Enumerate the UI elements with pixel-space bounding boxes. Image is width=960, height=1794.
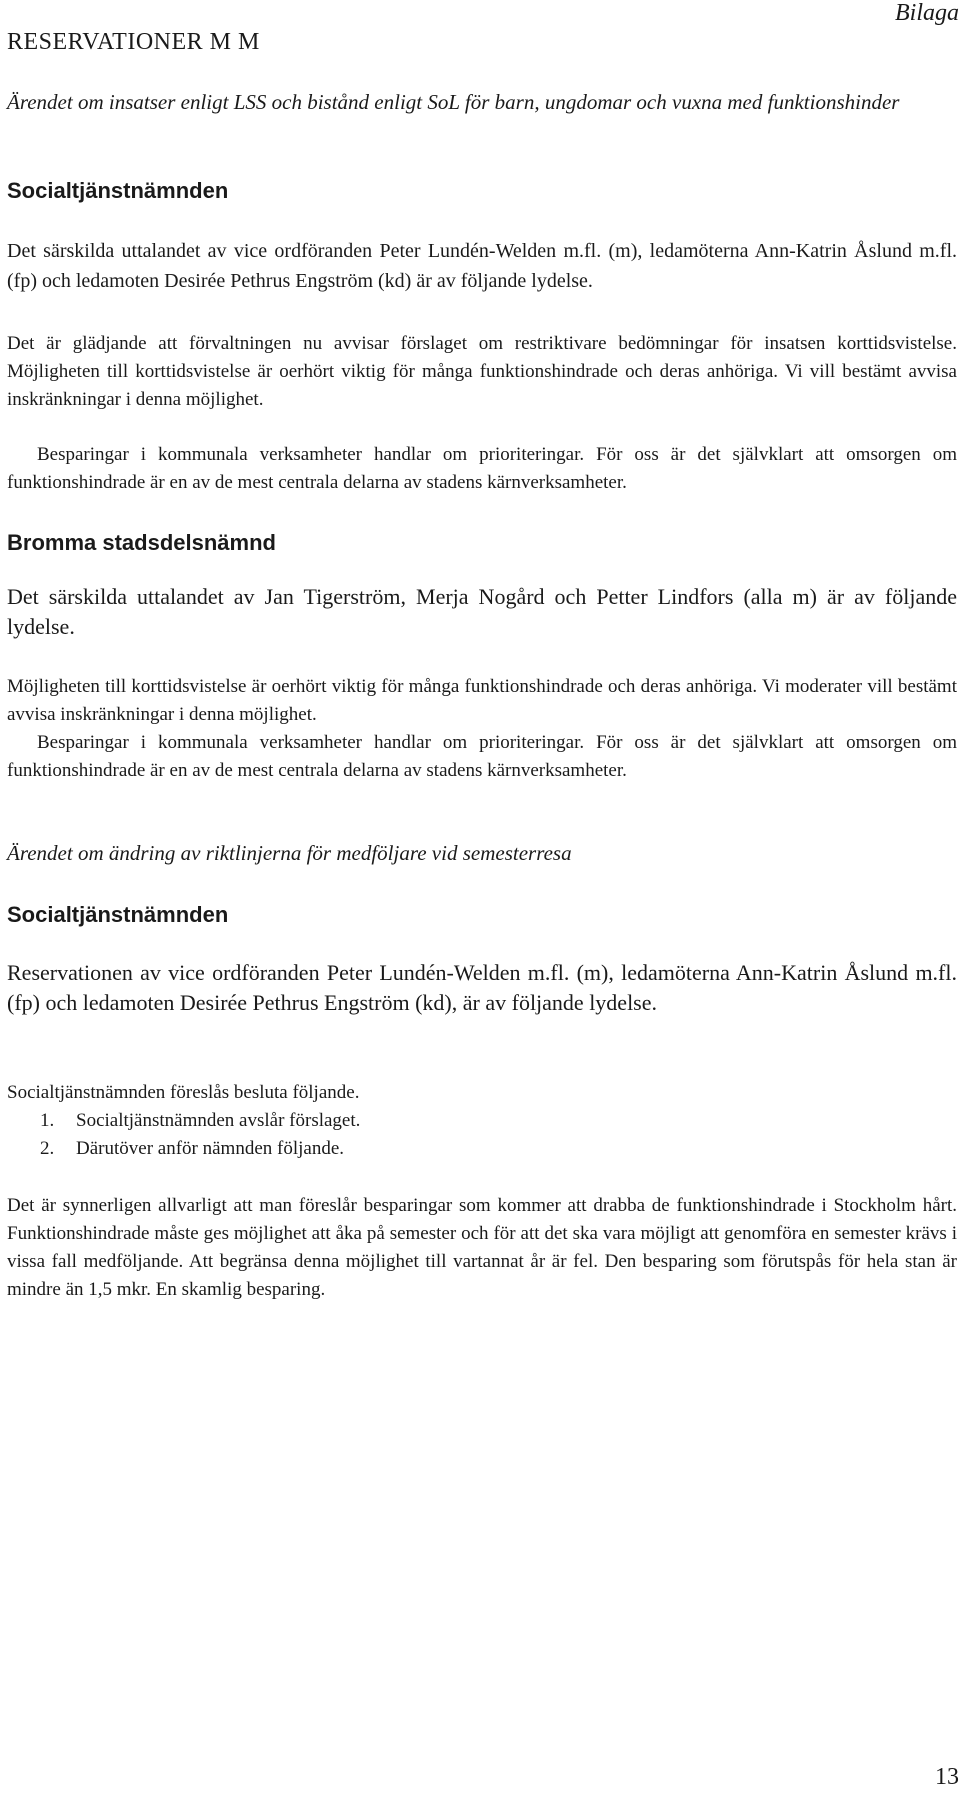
page-number: 13 xyxy=(935,1764,959,1790)
heading-socialtjanstnamnden-2: Socialtjänstnämnden xyxy=(7,902,229,927)
heading-bromma: Bromma stadsdelsnämnd xyxy=(7,530,276,555)
subject-line-2: Ärendet om ändring av riktlinjerna för medföljare vid semesterresa xyxy=(7,841,572,865)
paragraph-besparingar-1: Besparingar i kommunala verksamheter handlar om prioriteringar. För oss är det självklart att omsorgen om funktionshindrade är en av de mest centrala delarna av stadens kärnverksamheter. xyxy=(7,444,957,493)
decision-list xyxy=(7,1107,957,1163)
list-number: 2. xyxy=(40,1138,55,1159)
list-number: 1. xyxy=(40,1110,55,1131)
intro-paragraph-1: Det särskilda uttalandet av vice ordföranden Peter Lundén-Welden m.fl. (m), ledamöterna Ann-Katrin Åslund m.fl. (fp) och ledamoten Desirée Pethrus Engström (kd) är av följande lydelse. xyxy=(7,240,957,292)
list-item xyxy=(7,1135,957,1163)
list-text: Socialtjänstnämnden avslår förslaget. xyxy=(76,1110,361,1131)
list-item xyxy=(7,1107,957,1135)
heading-socialtjanstnamnden-1: Socialtjänstnämnden xyxy=(7,178,229,203)
page-label: Bilaga xyxy=(895,0,959,26)
paragraph-bromma-1: Möjligheten till korttidsvistelse är oerhört viktig för många funktionshindrade och deras anhöriga. Vi moderater vill bestämt avvisa inskränkningar i denna möjlighet. xyxy=(7,676,957,725)
reservation-intro: Reservationen av vice ordföranden Peter Lundén-Welden m.fl. (m), ledamöterna Ann-Katrin Åslund m.fl. (fp) och ledamoten Desirée Pethrus Engström (kd), är av följande lydelse. xyxy=(7,960,957,1015)
intro-paragraph-bromma: Det särskilda uttalandet av Jan Tigerström, Merja Nogård och Petter Lindfors (alla m) är av följande lydelse. xyxy=(7,584,957,639)
list-text: Därutöver anför nämnden följande. xyxy=(76,1138,345,1159)
closing-paragraph: Det är synnerligen allvarligt att man föreslår besparingar som kommer att drabba de funktionshindrade i Stockholm hårt. Funktionshindrade måste ges möjlighet att åka på semester och för att det ska vara möjligt att genomföra en semester krävs i vissa fall medföljande. Att begränsa denna möjlighet till vartannat år är fel. Den besparing som förutspås för hela stan är mindre än 1,5 mkr. En skamlig besparing. xyxy=(7,1195,957,1300)
subject-line-1: Ärendet om insatser enligt LSS och bistånd enligt SoL för barn, ungdomar och vuxna med funktionshinder xyxy=(7,90,900,114)
paragraph-bromma-2: Besparingar i kommunala verksamheter handlar om prioriteringar. För oss är det självklart att omsorgen om funktionshindrade är en av de mest centrala delarna av stadens kärnverksamheter. xyxy=(7,732,957,781)
proposal-text: Socialtjänstnämnden föreslås besluta följande. xyxy=(7,1082,360,1103)
header-title: RESERVATIONER M M xyxy=(7,29,260,55)
paragraph-korttidsvistelse: Det är glädjande att förvaltningen nu avvisar förslaget om restriktivare bedömningar för insatsen korttidsvistelse. Möjligheten till korttidsvistelse är oerhört viktig för många funktionshindrade och deras anhöriga. Vi vill bestämt avvisa inskränkningar i denna möjlighet. xyxy=(7,333,957,410)
